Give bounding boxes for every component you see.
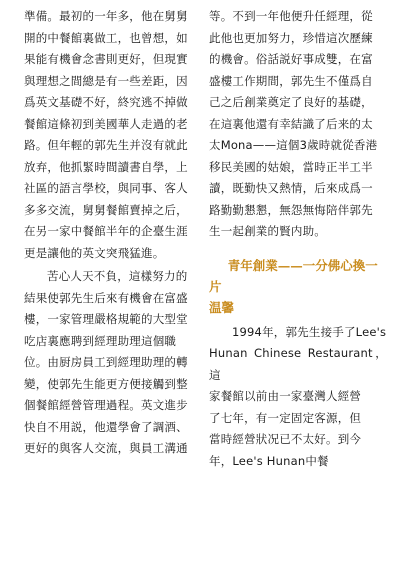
paragraph: 準備。最初的一年多，他在舅舅 開的中餐館裏做工，也曾想，如 果能有機會念書則更好，但現實 與理想之間總是有一些差距，因 爲英文基礎不好，終究逃不掉做 餐館這條初到美國華人走過的老 路。但年輕的郭先生并沒有就此 放弃，他抓緊時間讀書自學，上 社區的語言學校，與同事、客人 多多交流，舅舅餐館賣掉之后， 在另一家中餐館半年的企臺生涯 更是讓他的英文突飛猛進。 xyxy=(24,9,188,260)
section-title: 青年創業——一分佛心換一片 温馨 xyxy=(209,257,378,315)
paragraph: 等。不到一年他便升任經理，從 此他也更加努力，珍惜這次歷練 的機會。俗話説好事成雙，在富 盛樓工作期間，郭先生不僅爲自 己之后創業奠定了良好的基礎， 在這裏他還有幸結識了后来的太 太Mona——這個3歲時就從香港 移民美國的姑娘，當時正半工半 讀，既勤快又熱情，后來成爲一 路勤勤懇懇，無怨無悔陪伴郭先 生一起創業的賢内助。 xyxy=(209,9,378,238)
paragraph: 苦心人天不負，這樣努力的 結果使郭先生后來有機會在富盛 樓，一家管理嚴格規範的大型堂 吃店裏應聘到經理助理這個職 位。由厨房員工到經理助理的轉 變，使郭先生能更方便接觸到整 個餐館經營管理過程。英文進步 快自不用説，他還學會了調酒、 更好的與客人交流，與員工溝通 xyxy=(24,269,188,455)
left-column xyxy=(24,6,201,460)
right-column xyxy=(209,6,387,472)
paragraph: 1994年，郭先生接手了Lee's Hunan Chinese Restaurant，這 家餐館以前由一家臺灣人經營 了七年，有一定固定客源，但 當時經營狀况已不太好。到今 年，Lee's Hunan中餐 xyxy=(209,324,387,468)
